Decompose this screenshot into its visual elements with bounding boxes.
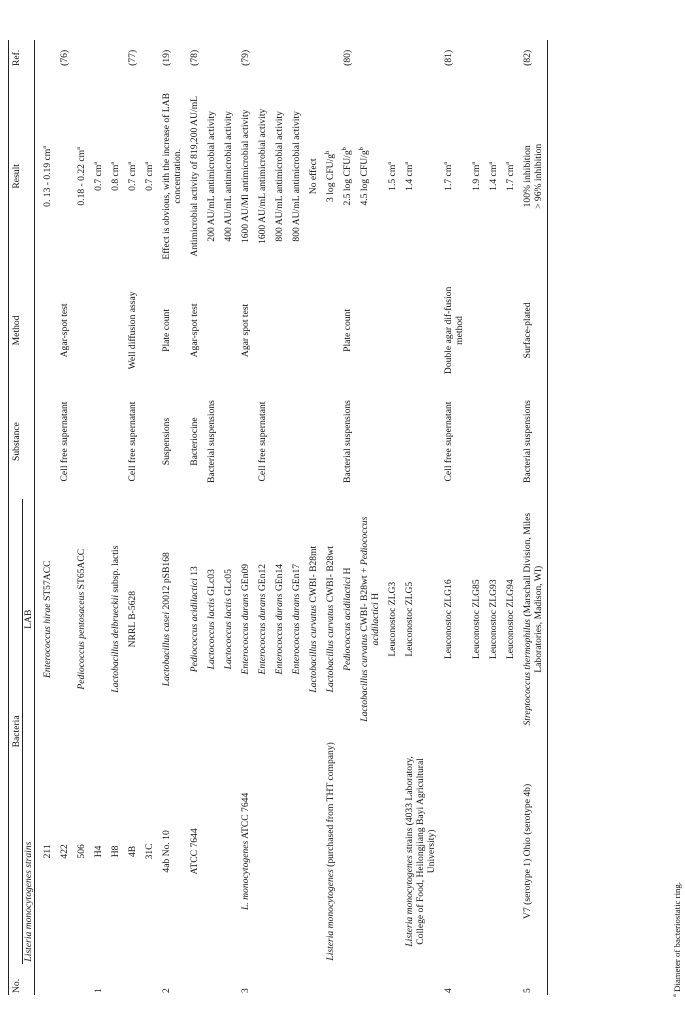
results-table: [8, 40, 548, 995]
table-row: [305, 40, 322, 995]
method-cell: Plate count: [161, 308, 172, 352]
row-no: [468, 964, 485, 995]
lab-cell: Pediococcus acidilactici 13: [189, 566, 200, 673]
result-cell: 1600 AU/Ml antimicrobial activity: [240, 109, 251, 244]
strain-cell: H8: [110, 845, 121, 858]
ref-cell: [384, 40, 401, 76]
row-no: [56, 964, 73, 995]
row-no: [220, 964, 237, 995]
row-no: [186, 964, 203, 995]
result-cell: 1.7 $cm^a$: [503, 161, 516, 191]
substance-cell: [288, 384, 305, 499]
row-no: [339, 964, 356, 995]
table-row: [440, 40, 468, 995]
table-row: [401, 40, 440, 995]
method-cell: Plate count: [342, 308, 353, 352]
lab-cell: Enterococcus hirae ST57ACC: [42, 560, 53, 678]
result-cell: 0.18 - 0.22 $cm^a$: [74, 147, 87, 206]
ref-cell: [356, 40, 384, 76]
substance-cell: Cell free supernatant: [257, 401, 268, 482]
row-no: 3: [240, 988, 251, 993]
method-cell: [401, 277, 440, 384]
method-cell: [39, 277, 56, 384]
method-cell: Agar spot test: [240, 303, 251, 358]
header-result: Result: [11, 164, 22, 189]
ref-cell: (77): [127, 49, 138, 66]
header-no: No.: [11, 978, 22, 993]
lab-cell: [141, 499, 158, 739]
strain-cell: 4B: [127, 845, 138, 857]
result-cell: [56, 76, 73, 277]
substance-cell: Cell free supernatant: [127, 401, 138, 482]
result-cell: 1.7 $cm^a$: [441, 161, 454, 191]
substance-cell: Bacterial suspensions: [522, 400, 533, 483]
method-cell: [271, 277, 288, 384]
method-cell: [485, 277, 502, 384]
substance-cell: [468, 384, 485, 499]
strain-cell: H4: [93, 845, 104, 858]
lab-cell: Leuconostoc ZLG5: [404, 581, 415, 657]
method-cell: Agar-spot test: [189, 303, 200, 358]
result-cell: 1.4 $cm^a$: [486, 161, 499, 191]
substance-cell: [73, 384, 90, 499]
row-no: [254, 964, 271, 995]
table-row: [384, 40, 401, 995]
method-cell: [141, 277, 158, 384]
substance-cell: Bacterial suspensions: [206, 400, 217, 483]
lab-cell: Leuconostoc ZLG16: [443, 579, 454, 660]
ref-cell: (79): [240, 49, 251, 66]
lab-cell: Lactobacillus curvatus CWBI- B28wt + Pediococcus acidilactici H: [359, 516, 381, 722]
lab-cell: Enterococcus durans GEn14: [274, 563, 285, 675]
row-no: [384, 964, 401, 995]
method-cell: [90, 277, 107, 384]
strain-cell: 31C: [144, 843, 155, 860]
strain-cell: [254, 739, 271, 963]
substance-cell: [271, 384, 288, 499]
strain-cell: [502, 739, 519, 963]
row-no: [322, 964, 339, 995]
result-cell: 1600 AU/mL antimicrobial activity: [257, 108, 268, 244]
substance-cell: [356, 384, 384, 499]
row-no: [39, 964, 56, 995]
result-cell: 100% inhibition > 96% inhibition: [522, 143, 544, 209]
lab-cell: Streptococcus thermophilus (Marschall Division, Miles Laboratories, Madison, WI): [522, 512, 544, 726]
table-row: [254, 40, 271, 995]
ref-cell: [73, 40, 90, 76]
table-row: [124, 40, 141, 995]
table-row: [485, 40, 502, 995]
method-cell: [220, 277, 237, 384]
strain-cell: [305, 739, 322, 963]
result-cell: 1.5 $cm^a$: [385, 161, 398, 191]
ref-cell: [254, 40, 271, 76]
result-cell: 0.7 $cm^a$: [91, 161, 104, 191]
method-cell: [356, 277, 384, 384]
result-cell: 1.9 $cm^a$: [469, 161, 482, 191]
ref-cell: [485, 40, 502, 76]
lab-cell: [56, 499, 73, 739]
table-body: [39, 40, 548, 995]
table-row: [56, 40, 73, 995]
result-cell: 1.4 $cm^a$: [402, 161, 415, 191]
row-no: [288, 964, 305, 995]
table-row: [158, 40, 186, 995]
table-row: [39, 40, 56, 995]
ref-cell: [107, 40, 124, 76]
method-cell: Surface-plated: [522, 302, 533, 359]
result-cell: 800 AU/mL antimicrobial activity: [291, 111, 302, 242]
lab-cell: Enterococcus durans GEn12: [257, 563, 268, 675]
method-cell: [384, 277, 401, 384]
lab-cell: Pediococcus acidilactici H: [342, 567, 353, 671]
lab-cell: Lactobacillus casei 20012 pSB168: [161, 552, 172, 687]
ref-cell: (82): [522, 49, 533, 66]
strain-cell: [288, 739, 305, 963]
method-cell: [107, 277, 124, 384]
strain-cell: [356, 739, 384, 963]
ref-cell: (80): [342, 49, 353, 66]
method-cell: [203, 277, 220, 384]
table-row: [141, 40, 158, 995]
header-listeria: Listeria monocytogenes strains: [23, 739, 35, 963]
substance-cell: [322, 384, 339, 499]
ref-cell: [220, 40, 237, 76]
ref-cell: (19): [161, 49, 172, 66]
table-row: [271, 40, 288, 995]
substance-cell: [107, 384, 124, 499]
ref-cell: [502, 40, 519, 76]
row-no: [124, 964, 141, 995]
method-cell: [305, 277, 322, 384]
row-no: [356, 964, 384, 995]
row-no: 2: [161, 988, 172, 993]
table-row: [356, 40, 384, 995]
table-row: [90, 40, 107, 995]
row-no: [203, 964, 220, 995]
table-row: [339, 40, 356, 995]
lab-cell: Leuconostoc ZLG3: [387, 581, 398, 657]
strain-cell: ATCC 7644: [189, 828, 200, 875]
strain-cell: [440, 739, 468, 963]
strain-cell: [271, 739, 288, 963]
result-cell: 800 AU/mL antimicrobial activity: [274, 111, 285, 242]
row-no: [502, 964, 519, 995]
strain-cell: Listeria monocytogenes strains (4033 Laboratory, College of Food, Heilongjiang Bayi Agricultural University): [404, 756, 437, 947]
substance-cell: [220, 384, 237, 499]
ref-cell: [288, 40, 305, 76]
row-no: [401, 964, 440, 995]
lab-cell: Leuconostoc ZLG93: [488, 579, 499, 660]
result-cell: 0.8 $cm^a$: [108, 161, 121, 191]
table-row: [237, 40, 254, 995]
substance-cell: Suspensions: [161, 417, 172, 466]
strain-cell: 422: [59, 844, 70, 859]
method-cell: [468, 277, 485, 384]
strain-cell: L. monocytogenes ATCC 7644: [240, 792, 251, 911]
method-cell: Double agar dif-fusion method: [443, 286, 465, 375]
strain-cell: [384, 739, 401, 963]
result-cell: 0.7 $cm^a$: [142, 161, 155, 191]
ref-cell: [271, 40, 288, 76]
table-row: [322, 40, 339, 995]
method-cell: [254, 277, 271, 384]
table-row: [203, 40, 220, 995]
header-bacteria: Bacteria: [11, 715, 22, 748]
ref-cell: [401, 40, 440, 76]
result-cell: Antimicrobial activity of 819,200 AU/mL: [189, 95, 200, 257]
result-cell: 3 log CFU/$g^b$: [323, 150, 336, 202]
substance-cell: Cell free supernatant: [59, 401, 70, 482]
strain-cell: [203, 739, 220, 963]
row-no: 4: [443, 988, 454, 993]
row-no: 1: [93, 988, 104, 993]
ref-cell: (76): [59, 49, 70, 66]
row-no: [271, 964, 288, 995]
method-cell: [322, 277, 339, 384]
ref-cell: [141, 40, 158, 76]
lab-cell: [90, 499, 107, 739]
table-row: [288, 40, 305, 995]
result-cell: 4.5 log CFU/$g^b$: [357, 147, 370, 206]
table-row: [468, 40, 485, 995]
lab-cell: Pediococcus pentosaceus ST65ACC: [76, 548, 87, 690]
row-no: 5: [522, 988, 533, 993]
footnote: $^a$ Diameter of bacteriostatic ring.: [671, 881, 682, 997]
method-cell: [502, 277, 519, 384]
ref-cell: [203, 40, 220, 76]
substance-cell: [305, 384, 322, 499]
ref-cell: (78): [189, 49, 200, 66]
substance-cell: [485, 384, 502, 499]
lab-cell: Lactococcus lactis GLc03: [206, 569, 217, 670]
table-row: [519, 40, 548, 995]
result-cell: 2.5 log CFU/$g^b$: [340, 147, 353, 206]
substance-cell: [384, 384, 401, 499]
table-row: [73, 40, 90, 995]
result-cell: No effect: [308, 158, 319, 195]
lab-cell: Leuconostoc ZLG94: [505, 579, 516, 660]
ref-cell: [39, 40, 56, 76]
method-cell: [288, 277, 305, 384]
strain-cell: 506: [76, 844, 87, 859]
substance-cell: Cell free supernatant: [443, 401, 454, 482]
result-cell: 200 AU/mL antimicrobial activity: [206, 111, 217, 242]
lab-cell: Lactobacillus curvatus CWBI- B28wt: [325, 546, 336, 693]
strain-cell: 211: [42, 844, 53, 859]
row-no: [485, 964, 502, 995]
method-cell: Well diffusion assay: [127, 291, 138, 370]
method-cell: Agar-spot test: [59, 303, 70, 358]
ref-cell: [468, 40, 485, 76]
method-cell: [73, 277, 90, 384]
lab-cell: Enterococcus durans GEn17: [291, 563, 302, 675]
header-method: Method: [11, 315, 22, 346]
strain-cell: [220, 739, 237, 963]
ref-cell: [322, 40, 339, 76]
result-cell: 0. 13 - 0.19 $cm^a$: [40, 145, 53, 207]
substance-cell: [401, 384, 440, 499]
row-no: [107, 964, 124, 995]
ref-cell: [90, 40, 107, 76]
substance-cell: [141, 384, 158, 499]
lab-cell: Lactococcus lactis GLc05: [223, 569, 234, 670]
table-row: [220, 40, 237, 995]
row-no: [73, 964, 90, 995]
strain-cell: [485, 739, 502, 963]
result-cell: 400 AU/mL antimicrobial activity: [223, 111, 234, 242]
row-no: [141, 964, 158, 995]
strain-cell: [339, 739, 356, 963]
substance-cell: [39, 384, 56, 499]
lab-cell: NRRL B-5628: [127, 591, 138, 648]
substance-cell: [502, 384, 519, 499]
strain-cell: Listeria monocytogenes (purchased from THT company): [325, 742, 336, 961]
ref-cell: [305, 40, 322, 76]
header-substance: Substance: [11, 422, 22, 461]
substance-cell: [90, 384, 107, 499]
substance-cell: [237, 384, 254, 499]
strain-cell: 4ab No. 10: [161, 830, 172, 873]
table-row: [502, 40, 519, 995]
substance-cell: Bacteriocine: [189, 417, 200, 466]
result-cell: Effect is obvious, with the increase of LAB concentration.: [161, 93, 183, 260]
row-no: [305, 964, 322, 995]
lab-cell: Leuconostoc ZLG85: [471, 579, 482, 660]
ref-cell: (81): [443, 49, 454, 66]
lab-cell: Lactobacillus delbrueckii subsp. lactis: [110, 545, 121, 693]
table-row: [186, 40, 203, 995]
header-lab: LAB: [23, 499, 35, 739]
header-ref: Ref.: [11, 49, 22, 66]
strain-cell: V7 (serotype 1) Ohio (serotype 4b): [522, 783, 533, 919]
lab-cell: Lactobacillus curvatus CWBI- B28mt: [308, 545, 319, 693]
substance-cell: Bacterial suspensions: [342, 400, 353, 483]
lab-cell: Enterococcus durans GEn09: [240, 563, 251, 675]
result-cell: 0.7 $cm^a$: [125, 161, 138, 191]
table-row: [107, 40, 124, 995]
strain-cell: [468, 739, 485, 963]
